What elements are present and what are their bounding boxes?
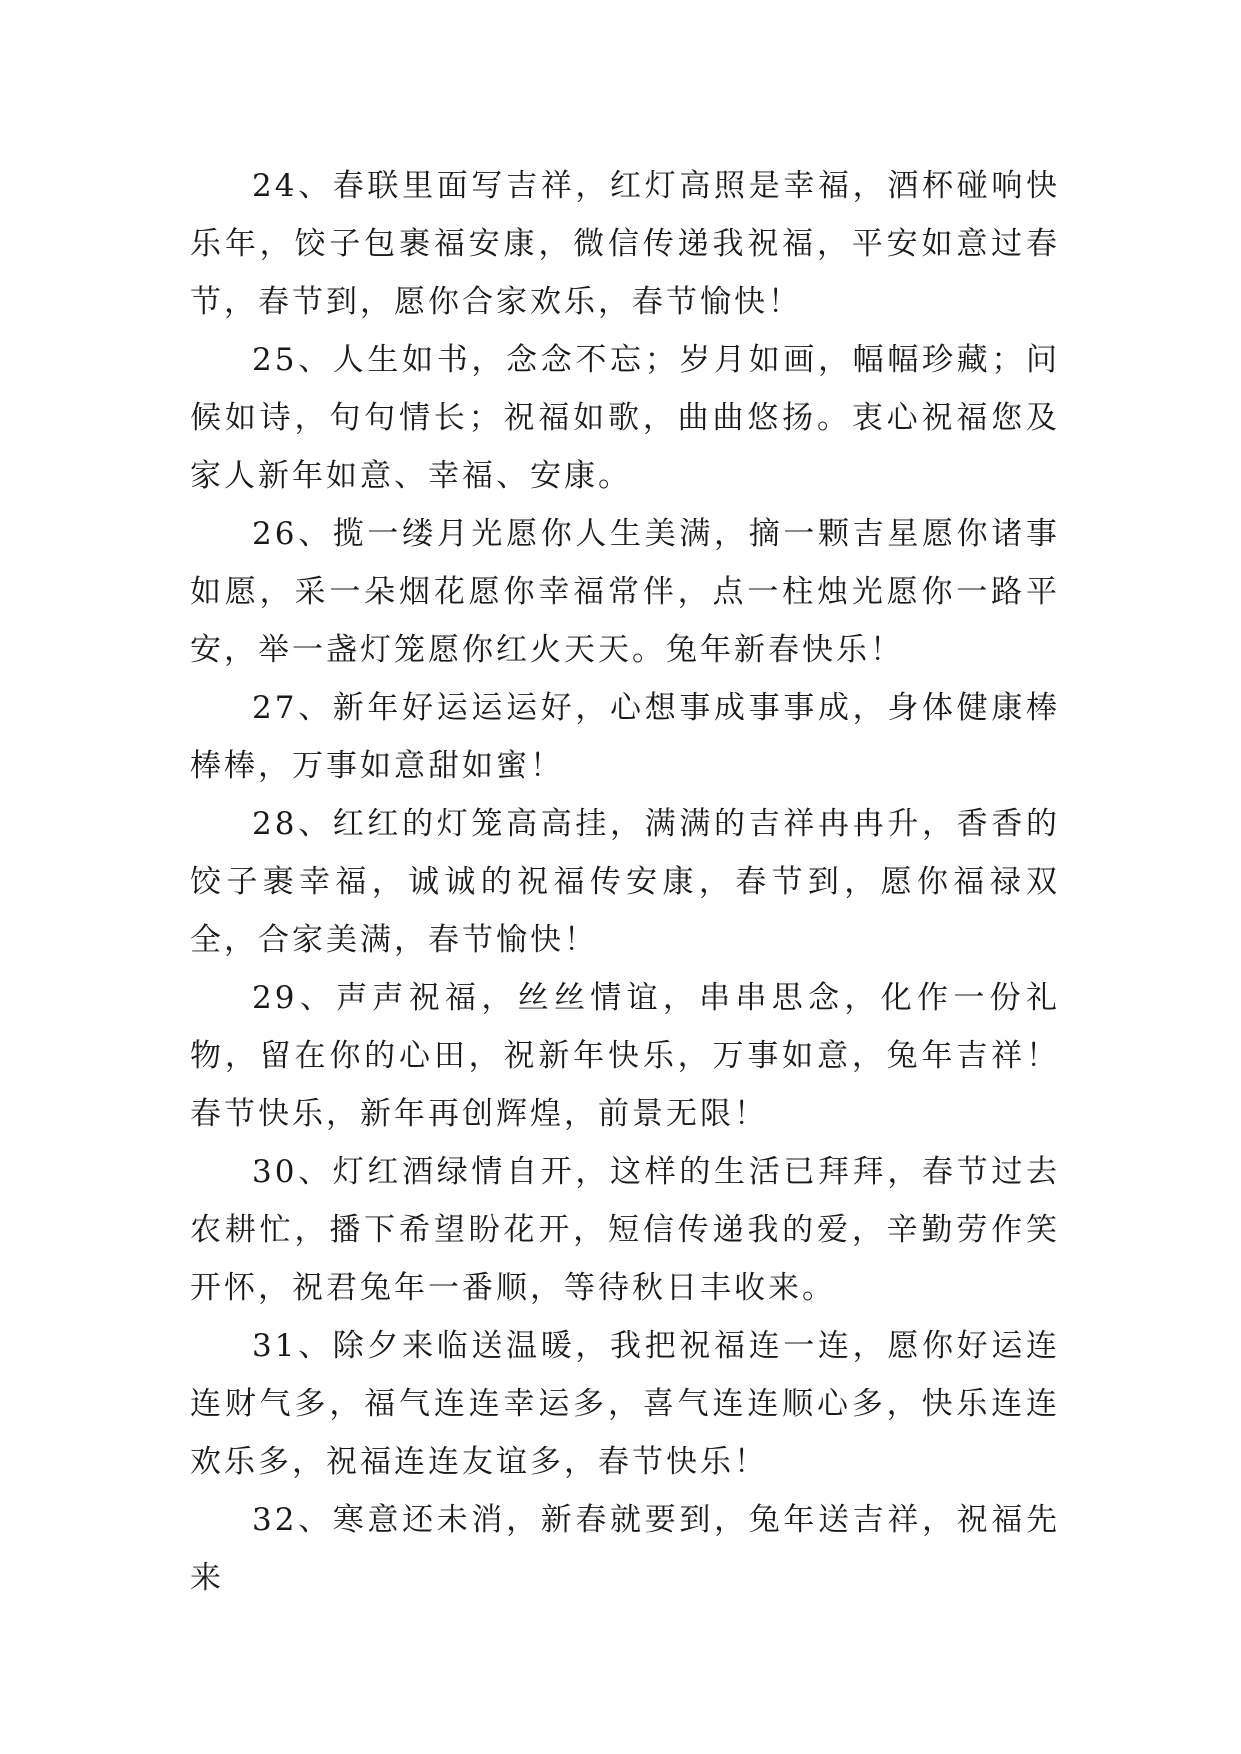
- document-body: [190, 157, 1060, 1607]
- paragraph-30: 30、灯红酒绿情自开，这样的生活已拜拜，春节过去农耕忙，播下希望盼花开，短信传递我的爱，辛勤劳作笑开怀，祝君兔年一番顺，等待秋日丰收来。: [190, 1154, 1060, 1306]
- paragraph-28: 28、红红的灯笼高高挂，满满的吉祥冉冉升，香香的饺子裹幸福，诚诚的祝福传安康，春节到，愿你福禄双全，合家美满，春节愉快！: [190, 806, 1060, 958]
- paragraph-31: 31、除夕来临送温暖，我把祝福连一连，愿你好运连连财气多，福气连连幸运多，喜气连连顺心多，快乐连连欢乐多，祝福连连友谊多，春节快乐！: [190, 1328, 1060, 1480]
- paragraph-27: 27、新年好运运运好，心想事成事事成，身体健康棒棒棒，万事如意甜如蜜！: [190, 690, 1060, 784]
- paragraph-25: 25、人生如书，念念不忘；岁月如画，幅幅珍藏；问候如诗，句句情长；祝福如歌，曲曲悠扬。衷心祝福您及家人新年如意、幸福、安康。: [190, 342, 1060, 494]
- paragraph-24: 24、春联里面写吉祥，红灯高照是幸福，酒杯碰响快乐年，饺子包裹福安康，微信传递我祝福，平安如意过春节，春节到，愿你合家欢乐，春节愉快！: [190, 168, 1060, 320]
- paragraph-26: 26、揽一缕月光愿你人生美满，摘一颗吉星愿你诸事如愿，采一朵烟花愿你幸福常伴，点一柱烛光愿你一路平安，举一盏灯笼愿你红火天天。兔年新春快乐！: [190, 516, 1060, 668]
- paragraph-29: 29、声声祝福，丝丝情谊，串串思念，化作一份礼物，留在你的心田，祝新年快乐，万事如意，兔年吉祥！春节快乐，新年再创辉煌，前景无限！: [190, 980, 1060, 1132]
- paragraph-32: 32、寒意还未消，新春就要到，兔年送吉祥，祝福先来: [190, 1502, 1060, 1596]
